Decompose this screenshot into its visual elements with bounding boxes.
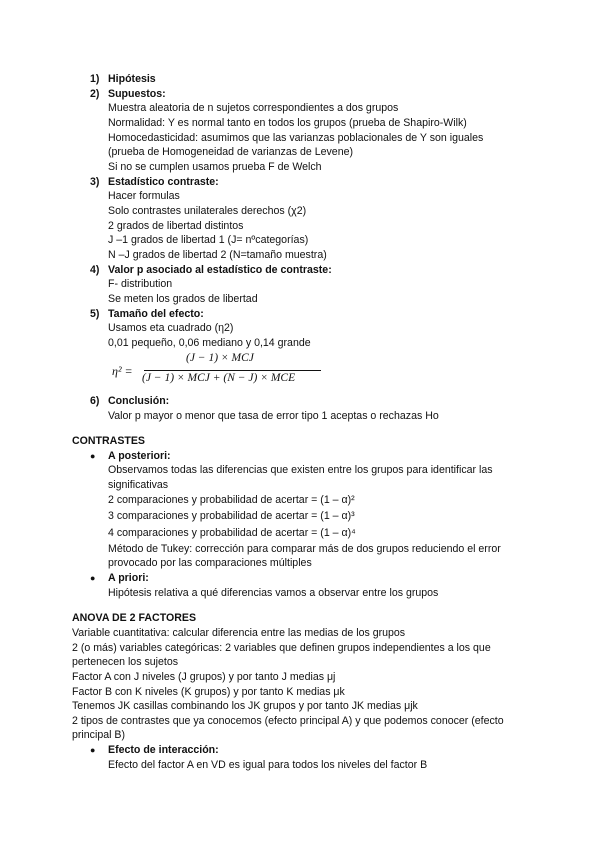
step-3-line: Hacer formulas xyxy=(108,190,180,202)
posteriori-line: Método de Tukey: corrección para comparar más de dos grupos reduciendo el error xyxy=(108,543,501,555)
bullet-icon: ● xyxy=(90,573,96,583)
anova-line: Variable cuantitativa: calcular diferencia entre las medias de los grupos xyxy=(72,627,406,639)
anova-line: principal B) xyxy=(72,729,125,741)
step-6-number: 6) xyxy=(90,395,100,407)
anova-line: pertenecen los sujetos xyxy=(72,656,179,668)
interaccion-line: Efecto del factor A en VD es igual para todos los niveles del factor B xyxy=(108,759,428,771)
step-2-line: Si no se cumplen usamos prueba F de Welch xyxy=(108,161,322,173)
step-4-title: Valor p asociado al estadístico de contraste: xyxy=(108,264,332,276)
anova-line: 2 tipos de contrastes que ya conocemos (efecto principal A) y que podemos conocer (efecto xyxy=(72,715,504,727)
eta-squared-formula xyxy=(108,352,323,390)
interaccion-title: Efecto de interacción: xyxy=(108,744,219,756)
posteriori-line: 3 comparaciones y probabilidad de acertar = (1 – α)³ xyxy=(108,510,355,522)
step-2-line: Homocedasticidad: asumimos que las varianzas poblacionales de Y son iguales xyxy=(108,132,484,144)
step-2-number: 2) xyxy=(90,88,100,100)
contrastes-heading: CONTRASTES xyxy=(72,435,145,447)
posteriori-line: 2 comparaciones y probabilidad de acertar = (1 – α)² xyxy=(108,494,355,506)
anova-line: Factor B con K niveles (K grupos) y por tanto K medias μk xyxy=(72,686,345,698)
step-5-number: 5) xyxy=(90,308,100,320)
step-3-number: 3) xyxy=(90,176,100,188)
step-4-line: F- distribution xyxy=(108,278,173,290)
anova-line: 2 (o más) variables categóricas: 2 variables que definen grupos independientes a los que xyxy=(72,642,491,654)
bullet-icon: ● xyxy=(90,745,96,755)
step-4-number: 4) xyxy=(90,264,100,276)
step-1-title: Hipótesis xyxy=(108,73,156,85)
step-2-line: (prueba de Homogeneidad de varianzas de Levene) xyxy=(108,146,354,158)
posteriori-title: A posteriori: xyxy=(108,450,171,462)
formula-fraction-bar xyxy=(144,370,321,371)
posteriori-line: 4 comparaciones y probabilidad de acertar = (1 – α)⁴ xyxy=(108,527,356,539)
priori-line: Hipótesis relativa a qué diferencias vamos a observar entre los grupos xyxy=(108,587,439,599)
posteriori-line: Observamos todas las diferencias que existen entre los grupos para identificar las xyxy=(108,464,493,476)
step-3-line: 2 grados de libertad distintos xyxy=(108,220,244,232)
step-2-line: Muestra aleatoria de n sujetos correspondientes a dos grupos xyxy=(108,102,399,114)
step-5-line: Usamos eta cuadrado (η2) xyxy=(108,322,234,334)
formula-lhs: η² = xyxy=(112,364,133,378)
anova-line: Tenemos JK casillas combinando los JK grupos y por tanto JK medias μjk xyxy=(72,700,418,712)
step-2-line: Normalidad: Y es normal tanto en todos los grupos (prueba de Shapiro-Wilk) xyxy=(108,117,467,129)
anova-line: Factor A con J niveles (J grupos) y por tanto J medias μj xyxy=(72,671,336,683)
step-3-line: J –1 grados de libertad 1 (J= nºcategorías) xyxy=(108,234,309,246)
anova-heading: ANOVA DE 2 FACTORES xyxy=(72,612,197,624)
formula-numerator: (J − 1) × MCJ xyxy=(186,352,254,364)
step-6-title: Conclusión: xyxy=(108,395,170,407)
step-4-line: Se meten los grados de libertad xyxy=(108,293,258,305)
step-3-line: N –J grados de libertad 2 (N=tamaño muestra) xyxy=(108,249,327,261)
bullet-icon: ● xyxy=(90,451,96,461)
priori-title: A priori: xyxy=(108,572,149,584)
step-3-title: Estadístico contraste: xyxy=(108,176,219,188)
step-5-title: Tamaño del efecto: xyxy=(108,308,204,320)
posteriori-line: provocado por las comparaciones múltiples xyxy=(108,557,312,569)
formula-denominator: (J − 1) × MCJ + (N − J) × MCE xyxy=(142,372,296,384)
step-1-number: 1) xyxy=(90,73,100,85)
step-2-title: Supuestos: xyxy=(108,88,166,100)
step-3-line: Solo contrastes unilaterales derechos (χ2) xyxy=(108,205,307,217)
step-5-line: 0,01 pequeño, 0,06 mediano y 0,14 grande xyxy=(108,337,311,349)
posteriori-line: significativas xyxy=(108,479,169,491)
step-6-line: Valor p mayor o menor que tasa de error tipo 1 aceptas o rechazas Ho xyxy=(108,410,439,422)
